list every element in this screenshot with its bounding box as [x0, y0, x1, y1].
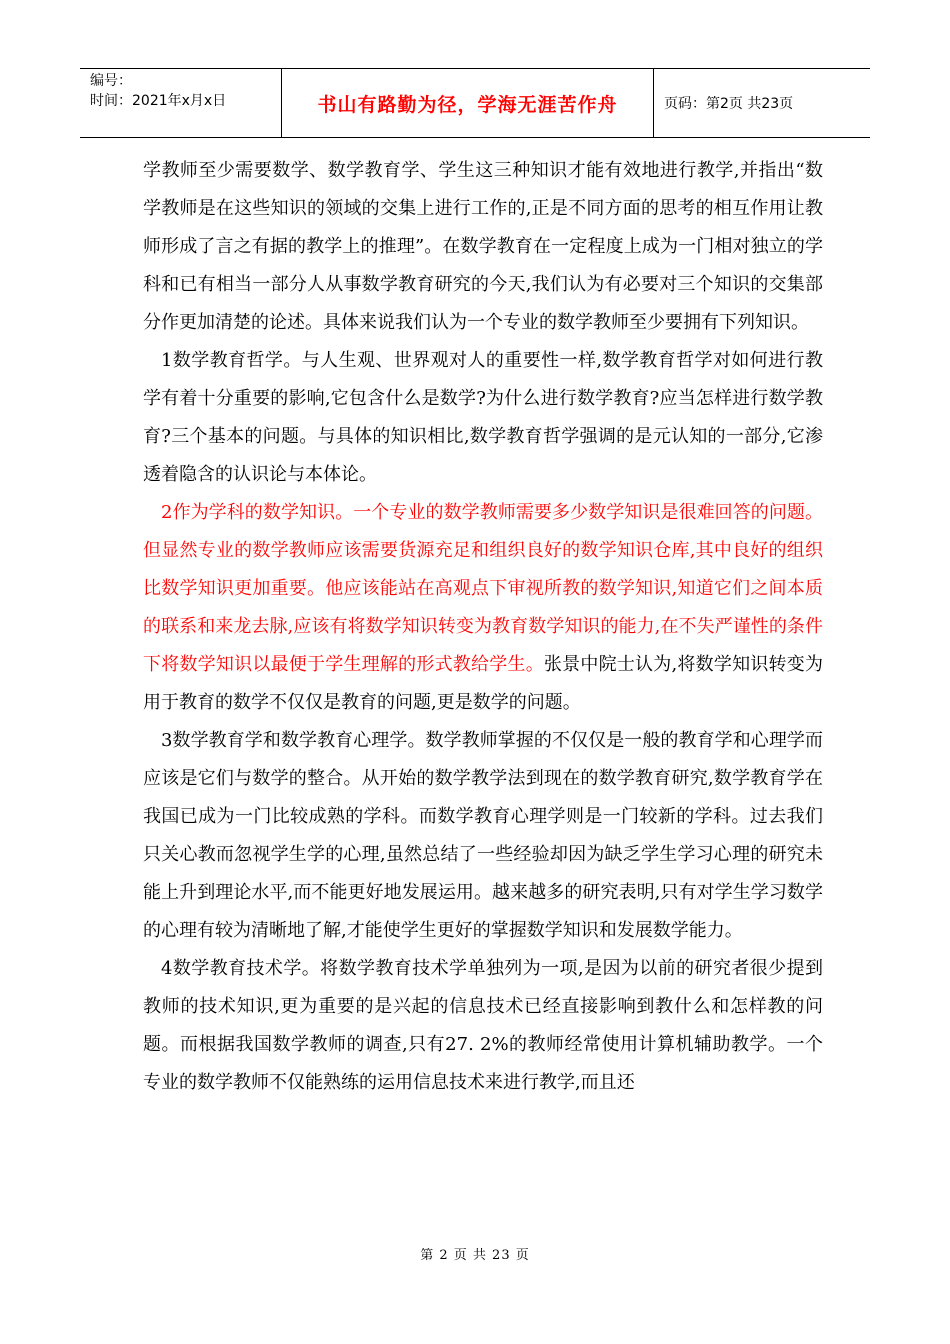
document-header	[80, 68, 870, 138]
paragraph-continuation: 张景中院士认为,将数学知识转变为用于教育的数学不仅仅是教育的问题,更是数学的问题。	[143, 654, 823, 713]
time-label: 时间：2021年x月x日	[90, 93, 227, 109]
document-body	[143, 152, 823, 1102]
header-page-info: 页码：第2页 共23页	[664, 96, 794, 112]
header-motto: 书山有路勤为径，学海无涯苦作舟	[282, 69, 654, 137]
number-label: 编号：	[90, 73, 132, 89]
paragraph-philosophy: 1数学教育哲学。与人生观、世界观对人的重要性一样,数学教育哲学对如何进行教学有着十分重要的影响,它包含什么是数学?为什么进行数学教育?应当怎样进行数学教育?三个基本的问题。与具体的知识相比,数学教育哲学强调的是元认知的一部分,它渗透着隐含的认识论与本体论。	[143, 350, 823, 485]
paragraph-intro: 学教师至少需要数学、数学教育学、学生这三种知识才能有效地进行教学,并指出“数学教师是在这些知识的领域的交集上进行工作的,正是不同方面的思考的相互作用让教师形成了言之有据的教学上的推理”。在数学教育在一定程度上成为一门相对独立的学科和已有相当一部分人从事数学教育研究的今天,我们认为有必要对三个知识的交集部分作更加清楚的论述。具体来说我们认为一个专业的数学教师至少要拥有下列知识。	[143, 160, 823, 333]
page-footer: 第 2 页 共 23 页	[420, 1248, 530, 1263]
header-meta	[80, 69, 282, 137]
paragraph-subject-knowledge	[143, 494, 823, 722]
paragraph-psychology: 3数学教育学和数学教育心理学。数学教师掌握的不仅仅是一般的教育学和心理学而应该是它们与数学的整合。从开始的数学教学法到现在的数学教育研究,数学教育学在我国已成为一门比较成熟的学科。而数学教育心理学则是一门较新的学科。过去我们只关心教而忽视学生学的心理,虽然总结了一些经验却因为缺乏学生学习心理的研究未能上升到理论水平,而不能更好地发展运用。越来越多的研究表明,只有对学生学习数学的心理有较为清晰地了解,才能使学生更好的掌握数学知识和发展数学能力。	[143, 730, 823, 941]
highlighted-text: 2作为学科的数学知识。一个专业的数学教师需要多少数学知识是很难回答的问题。但显然专业的数学教师应该需要货源充足和组织良好的数学知识仓库,其中良好的组织比数学知识更加重要。他应该能站在高观点下审视所教的数学知识,知道它们之间本质的联系和来龙去脉,应该有将数学知识转变为教育数学知识的能力,在不失严谨性的条件下将数学知识以最便于学生理解的形式教给学生。	[143, 502, 823, 675]
paragraph-technology: 4数学教育技术学。将数学教育技术学单独列为一项,是因为以前的研究者很少提到教师的技术知识,更为重要的是兴起的信息技术已经直接影响到教什么和怎样教的问题。而根据我国数学教师的调查,只有27. 2%的教师经常使用计算机辅助教学。一个专业的数学教师不仅能熟练的运用信息技术来进行教学,而且还	[143, 958, 823, 1093]
